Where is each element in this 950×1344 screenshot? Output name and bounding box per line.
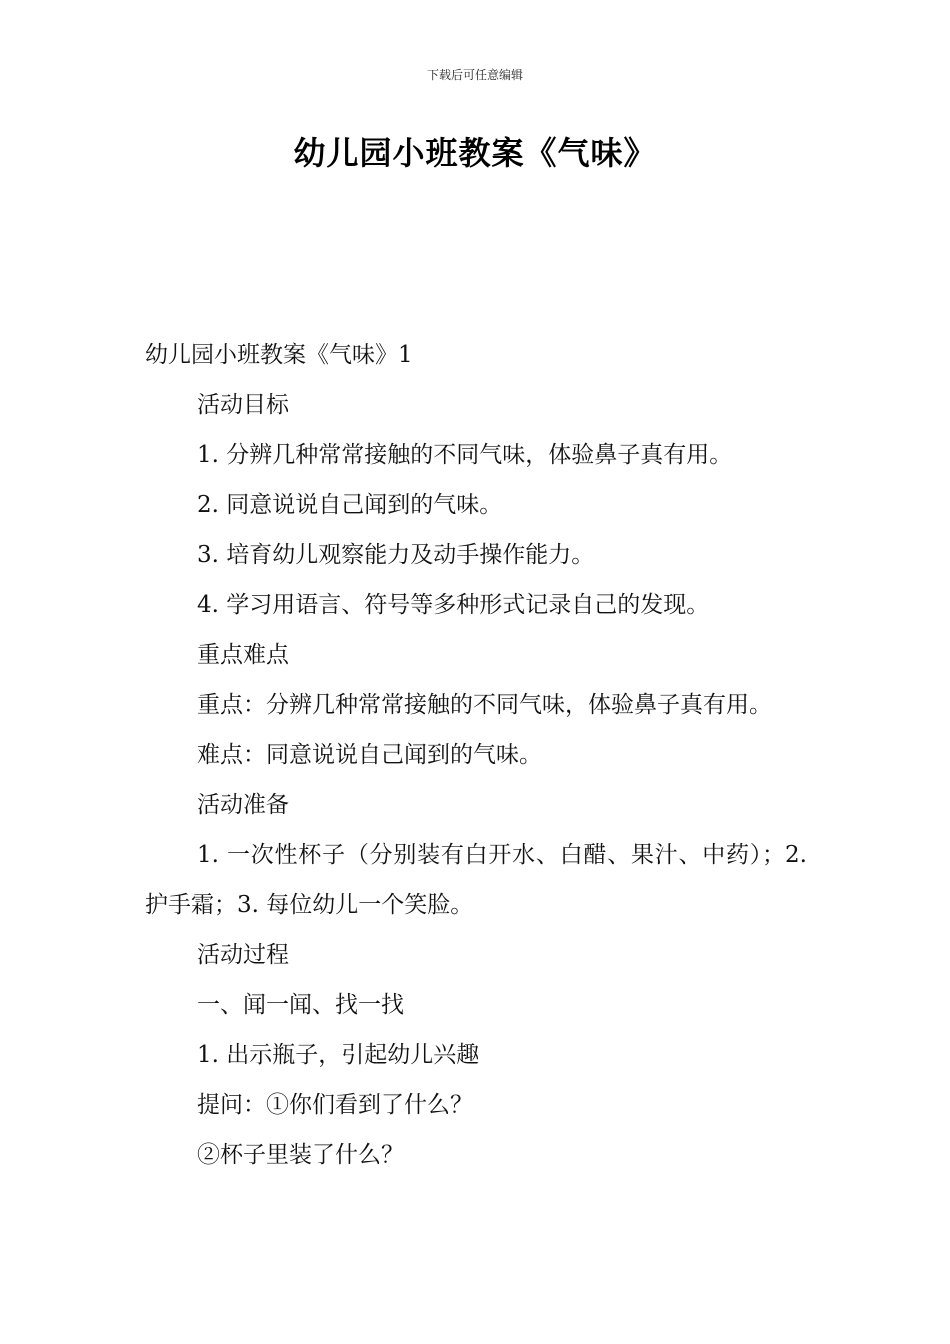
paragraph-goal-2: 2. 同意说说自己闻到的气味。 <box>197 492 503 518</box>
paragraph-step-1-1: 1. 出示瓶子，引起幼儿兴趣 <box>197 1042 480 1068</box>
document-body <box>145 330 807 1180</box>
paragraph-question-1: 提问：①你们看到了什么？ <box>197 1092 473 1118</box>
paragraph-goal-3: 3. 培育幼儿观察能力及动手操作能力。 <box>197 542 595 568</box>
paragraph-heading-goals: 活动目标 <box>197 392 289 418</box>
paragraph-heading-process: 活动过程 <box>197 942 289 968</box>
paragraph-heading-key-points: 重点难点 <box>197 642 289 668</box>
paragraph-preparation-items: 1. 一次性杯子（分别装有白开水、白醋、果汁、中药）；2. 护手霜；3. 每位幼儿一个笑脸。 <box>145 842 807 918</box>
paragraph-key-point: 重点：分辨几种常常接触的不同气味，体验鼻子真有用。 <box>197 692 772 718</box>
document-title: 幼儿园小班教案《气味》 <box>293 134 657 172</box>
paragraph-difficult-point: 难点：同意说说自己闻到的气味。 <box>197 742 542 768</box>
paragraph-goal-1: 1. 分辨几种常常接触的不同气味，体验鼻子真有用。 <box>197 442 733 468</box>
header-note: 下载后可任意编辑 <box>426 68 523 82</box>
section-heading: 幼儿园小班教案《气味》1 <box>145 342 413 368</box>
paragraph-goal-4: 4. 学习用语言、符号等多种形式记录自己的发现。 <box>197 592 710 618</box>
paragraph-heading-preparation: 活动准备 <box>197 792 289 818</box>
paragraph-question-2: ②杯子里装了什么？ <box>197 1142 404 1168</box>
paragraph-step-1: 一、闻一闻、找一找 <box>197 992 404 1018</box>
